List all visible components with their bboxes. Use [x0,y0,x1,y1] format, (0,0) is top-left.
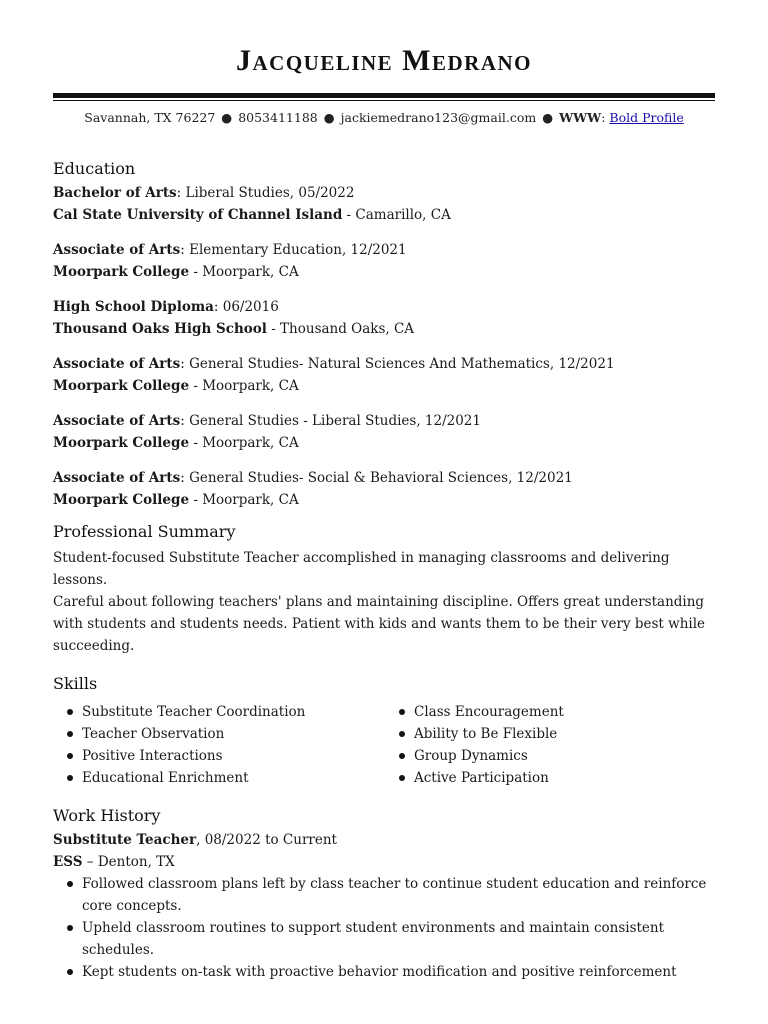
school-line [53,261,718,283]
education-heading: Education [53,159,136,178]
school-name: Moorpark College [53,378,190,394]
skills-columns [53,701,718,789]
education-entry [53,239,718,283]
degree-line [53,353,718,375]
employer-name: ESS [53,854,83,870]
contact-phone: 8053411188 [238,110,318,125]
degree-name: Associate of Arts [53,413,181,429]
skill-item: Class Encouragement [385,701,717,723]
skill-item: Active Participation [385,767,717,789]
skills-right-column [385,701,717,789]
degree-detail: : Liberal Studies, 05/2022 [176,185,355,201]
job-duty: Upheld classroom routines to support student environments and maintain consistent schedules. [53,917,718,961]
work-heading: Work History [53,806,161,825]
resume-body [53,156,718,983]
degree-detail: : General Studies- Social & Behavioral Sciences, 12/2021 [180,470,573,486]
degree-line [53,182,718,204]
degree-name: Associate of Arts [53,470,181,486]
school-line [53,489,718,511]
degree-detail: : General Studies- Natural Sciences And Mathematics, 12/2021 [180,356,615,372]
bullet-icon: ● [542,110,554,125]
contact-line: Savannah, TX 76227 ● 8053411188 ● jackiemedrano123@gmail.com ● WWW: Bold Profile [84,110,684,125]
school-location: - Moorpark, CA [189,492,299,508]
skill-item: Ability to Be Flexible [385,723,717,745]
job-duty: Kept students on-task with proactive behavior modification and positive reinforcement [53,961,718,983]
degree-line [53,239,718,261]
education-entry [53,467,718,511]
degree-detail: : Elementary Education, 12/2021 [180,242,407,258]
job-title: Substitute Teacher [53,832,197,848]
skills-left-column [53,701,385,789]
school-name: Thousand Oaks High School [53,321,267,337]
profile-link[interactable]: Bold Profile [609,110,684,125]
school-name: Moorpark College [53,435,190,451]
degree-name: High School Diploma [53,299,214,315]
job-dates: , 08/2022 to Current [196,832,337,848]
school-location: - Thousand Oaks, CA [266,321,415,337]
summary-line: Student-focused Substitute Teacher accomplished in managing classrooms and delivering lessons. [53,550,670,588]
school-location: - Camarillo, CA [342,207,451,223]
skill-item: Teacher Observation [53,723,385,745]
school-location: - Moorpark, CA [189,435,299,451]
summary-line: with students and students needs. Patient with kids and wants them to be their very best while [53,616,706,632]
candidate-name: Jacqueline Medrano [235,44,532,77]
school-line [53,432,718,454]
degree-detail: : 06/2016 [213,299,279,315]
summary-line: succeeding. [53,638,135,654]
job-duty: Followed classroom plans left by class teacher to continue student education and reinforce core concepts. [53,873,718,917]
school-location: - Moorpark, CA [189,264,299,280]
contact-email: jackiemedrano123@gmail.com [340,110,537,125]
job-duties [53,873,718,983]
degree-name: Associate of Arts [53,242,181,258]
bullet-icon: ● [323,110,335,125]
summary-heading: Professional Summary [53,522,236,541]
degree-line [53,467,718,489]
header-rule-thick [53,93,715,98]
degree-name: Bachelor of Arts [53,185,177,201]
school-name: Moorpark College [53,492,190,508]
skill-item: Substitute Teacher Coordination [53,701,385,723]
school-line [53,204,718,226]
degree-name: Associate of Arts [53,356,181,372]
summary-line: Careful about following teachers' plans and maintaining discipline. Offers great understanding [53,594,705,610]
degree-line [53,296,718,318]
skill-item: Positive Interactions [53,745,385,767]
www-label: WWW [559,110,602,125]
summary-section [53,519,718,657]
employer-location: – Denton, TX [82,854,175,870]
education-entry [53,353,718,397]
school-line [53,375,718,397]
education-entry [53,410,718,454]
degree-line [53,410,718,432]
summary-text [53,547,718,657]
education-entry [53,296,718,340]
skill-item: Group Dynamics [385,745,717,767]
education-entry [53,182,718,226]
school-name: Cal State University of Channel Island [53,207,343,223]
degree-detail: : General Studies - Liberal Studies, 12/2021 [180,413,481,429]
contact-location: Savannah, TX 76227 [84,110,216,125]
header-rule-thin [53,100,715,101]
bullet-icon: ● [221,110,233,125]
employer-line [53,851,718,873]
job-title-line [53,829,718,851]
education-section [53,156,718,511]
skill-item: Educational Enrichment [53,767,385,789]
skills-section [53,671,718,789]
skills-heading: Skills [53,674,98,693]
school-location: - Moorpark, CA [189,378,299,394]
work-section [53,803,718,983]
school-line [53,318,718,340]
school-name: Moorpark College [53,264,190,280]
education-list [53,182,718,511]
